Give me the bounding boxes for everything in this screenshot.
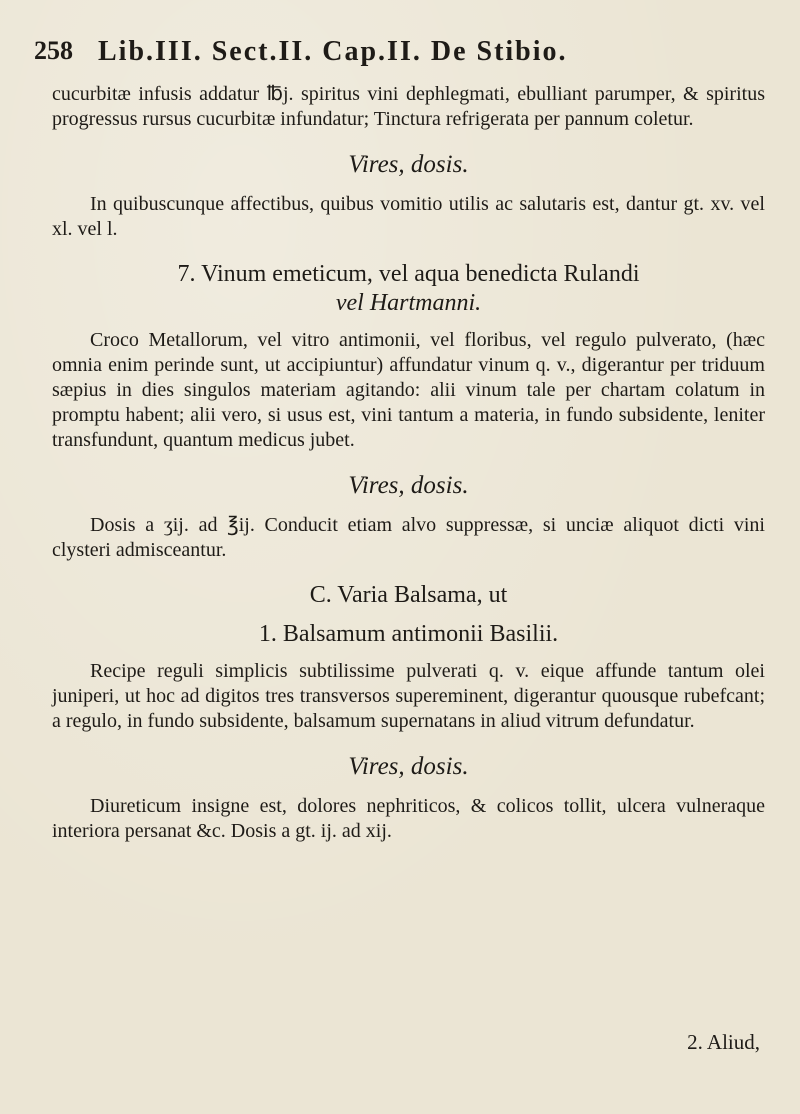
section-heading-vinum-emeticum: [52, 260, 765, 318]
page-body: [52, 82, 765, 844]
running-head: Lib.III. Sect.II. Cap.II. De Stibio.: [98, 36, 568, 67]
section-heading-vires-dosis-2: Vires, dosis.: [348, 472, 469, 499]
paragraph-4: Dosis a ʒij. ad ℥ij. Conducit etiam alvo suppressæ, si unciæ aliquot dicti vini clysteri admisceantur.: [52, 514, 765, 561]
page-number: 258: [34, 36, 73, 65]
page-header: [34, 36, 760, 76]
paragraph-3: Croco Metallorum, vel vitro antimonii, vel floribus, vel regulo pulverato, (hæc omnia enim perinde sunt, ut accipiuntur) affundatur vinum q. v., digerantur per triduum sæpius in dies singulos materiam agitando: alii vinum tale per chartam colatum in promptu habent; alii vero, si usus est, vini tantum a materia, in fundo subsidente, leniter transfundunt, quantum medicus jubet.: [52, 329, 765, 451]
catchword: 2. Aliud,: [687, 1030, 760, 1054]
section-heading-vires-dosis-3: Vires, dosis.: [348, 753, 469, 780]
paragraph-6: Diureticum insigne est, dolores nephriticos, & colicos tollit, ulcera vulneraque interiora persanat &c. Dosis a gt. ij. ad xij.: [52, 795, 765, 842]
section-heading-balsamum-antimonii: 1. Balsamum antimonii Basilii.: [258, 621, 559, 647]
paragraph-2: In quibuscunque affectibus, quibus vomitio utilis ac salutaris est, dantur gt. xv. vel xl. vel l.: [52, 193, 765, 240]
heading-line-1: 7. Vinum emeticum, vel aqua benedicta Rulandi: [177, 261, 640, 287]
paragraph-1: cucurbitæ infusis addatur ℔j. spiritus vini dephlegmati, ebulliant parumper, & spiritus progressus rursus cucurbitæ infundatur; Tinctura refrigerata per pannum coletur.: [52, 83, 765, 130]
section-heading-vires-dosis-1: Vires, dosis.: [348, 151, 469, 178]
heading-line-2: vel Hartmanni.: [335, 290, 482, 316]
paragraph-5: Recipe reguli simplicis subtilissime pulverati q. v. eique affunde tantum olei juniperi, ut hoc ad digitos tres transversos supereminent, digerantur quousque rubefcant; a regulo, in fundo subsidente, balsamum supernatans in aliud vitrum defundatur.: [52, 660, 765, 732]
section-heading-varia-balsama: C. Varia Balsama, ut: [309, 582, 508, 608]
